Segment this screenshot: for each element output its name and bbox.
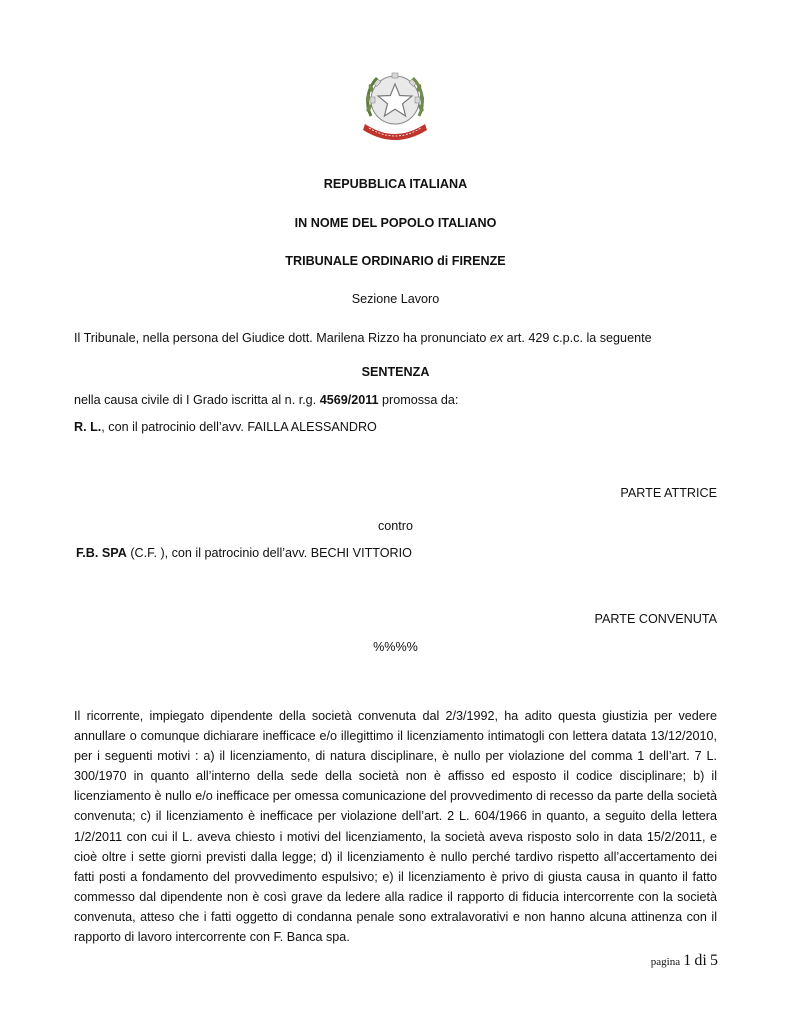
intro-text-after: art. 429 c.p.c. la seguente: [503, 331, 652, 345]
separator: %%%%: [373, 640, 418, 654]
defendant-name: F.B. SPA: [76, 546, 127, 560]
contro-label: contro: [377, 519, 413, 533]
intro-line: [74, 331, 652, 345]
footer-sep: di: [694, 952, 707, 969]
case-number: 4569/2011: [319, 393, 379, 407]
page-footer: [651, 952, 718, 970]
footer-total: 5: [710, 952, 718, 969]
intro-ex: ex: [489, 331, 504, 345]
footer-label: pagina: [650, 956, 681, 968]
body-paragraph: Il ricorrente, impiegato dipendente della società convenuta dal 2/3/1992, ha adito questa giustizia per vedere annullare o comunque dichiarare inefficace e/o illegittimo il licenziamento intimatogli con lettera datata 13/12/2010, per i seguenti motivi : a) il licenziamento, di natura disciplinare, è nullo per violazione del comma 1 dell’art. 7 L. 300/1970 in quanto all’interno della sede della società non è affisso ed esposto il codice disciplinare; b) il licenziamento è nullo e/o inefficace per omessa comunicazione del provvedimento di recesso da parte della società convenuta; c) il licenziamento è inefficace per violazione dell’art. 2 L. 604/1966 in quanto, a seguito della lettera 1/2/2011 con cui il L. aveva chiesto i motivi del licenziamento, la società aveva risposto solo in data 15/2/2011, e cioè oltre i sette giorni previsti dalla legge; d) il licenziamento è nullo perché tardivo rispetto all’accertamento dei fatti posti a fondamento del provvedimento espulsivo; e) il licenziamento è privo di giusta causa in quanto il fatto commesso dal dipendente non è così grave da ledere alla radice il rapporto di fiducia intercorrente con la società convenuta, atteso che i fatti oggetto di condanna penale sono extralavorativi e non hanno alcuna attinenza con il rapporto di lavoro intercorrente con F. Banca spa.: [74, 709, 717, 945]
case-text-before: nella causa civile di I Grado iscritta al n. r.g.: [74, 393, 320, 407]
case-text-after: promossa da:: [378, 393, 459, 407]
intro-text-before: Il Tribunale, nella persona del Giudice dott. Marilena Rizzo ha pronunciato: [74, 331, 490, 345]
defendant-role: PARTE CONVENUTA: [594, 612, 717, 626]
footer-page: 1: [683, 952, 692, 969]
case-line: [74, 393, 458, 407]
emblem-of-italy-icon: [355, 64, 435, 144]
plaintiff-line: [74, 420, 377, 434]
header-section: Sezione Lavoro: [351, 292, 440, 306]
plaintiff-role: PARTE ATTRICE: [620, 486, 717, 500]
plaintiff-counsel: , con il patrocinio dell’avv. FAILLA ALESSANDRO: [101, 420, 377, 434]
header-people: IN NOME DEL POPOLO ITALIANO: [294, 216, 497, 230]
plaintiff-name: R. L.: [74, 420, 102, 434]
document-title: SENTENZA: [361, 365, 430, 379]
defendant-counsel: (C.F. ), con il patrocinio dell’avv. BECHI VITTORIO: [126, 546, 412, 560]
defendant-line: [76, 546, 412, 560]
header-republic: REPUBBLICA ITALIANA: [323, 177, 468, 191]
header-court: TRIBUNALE ORDINARIO di FIRENZE: [285, 254, 506, 268]
